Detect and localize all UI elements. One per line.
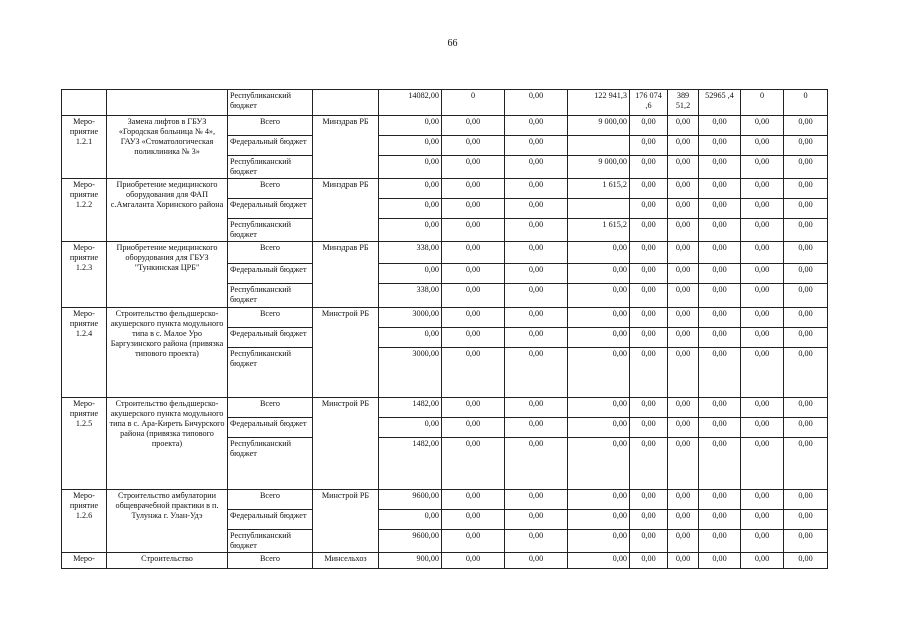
- value-cell: 0,00: [668, 116, 699, 136]
- value-cell: 0,00: [741, 219, 784, 242]
- value-cell: 0,00: [568, 438, 630, 490]
- value-cell: 0,00: [505, 553, 568, 569]
- funding-source-cell: Республиканский бюджет: [228, 348, 313, 398]
- value-cell: 0,00: [784, 328, 828, 348]
- value-cell: 0,00: [568, 418, 630, 438]
- value-cell: 0,00: [668, 136, 699, 156]
- value-cell: 0,00: [630, 264, 668, 284]
- responsible-org: Минсельхоз: [313, 553, 379, 569]
- value-cell: 0,00: [630, 136, 668, 156]
- value-cell: 0,00: [442, 348, 505, 398]
- value-cell: 0,00: [741, 264, 784, 284]
- value-cell: 0,00: [442, 328, 505, 348]
- value-cell: 0,00: [668, 219, 699, 242]
- value-cell: 3000,00: [379, 308, 442, 328]
- value-cell: 0,00: [442, 179, 505, 199]
- value-cell: 0,00: [568, 510, 630, 530]
- value-cell: 0,00: [784, 398, 828, 418]
- value-cell: 0,00: [741, 179, 784, 199]
- value-cell: 0,00: [784, 530, 828, 553]
- value-cell: 0,00: [379, 136, 442, 156]
- value-cell: 0,00: [630, 219, 668, 242]
- funding-source-cell: Республиканский бюджет: [228, 90, 313, 116]
- value-cell: 900,00: [379, 553, 442, 569]
- value-cell: 9600,00: [379, 490, 442, 510]
- value-cell: 0,00: [784, 438, 828, 490]
- value-cell: 0,00: [699, 438, 741, 490]
- value-cell: 0,00: [741, 242, 784, 264]
- measure-name: Замена лифтов в ГБУЗ «Городская больница № 4», ГАУЗ «Стоматологическая поликлиника № 3»: [107, 116, 228, 179]
- value-cell: 0,00: [741, 530, 784, 553]
- value-cell: 0,00: [784, 490, 828, 510]
- value-cell: 0,00: [442, 308, 505, 328]
- value-cell: 0,00: [630, 418, 668, 438]
- value-cell: 0,00: [505, 199, 568, 219]
- value-cell: 0,00: [568, 348, 630, 398]
- value-cell: 0,00: [442, 136, 505, 156]
- value-cell: 0,00: [505, 490, 568, 510]
- value-cell: 0,00: [630, 348, 668, 398]
- value-cell: 0,00: [630, 156, 668, 179]
- funding-source-cell: Республиканский бюджет: [228, 284, 313, 308]
- funding-source-cell: Всего: [228, 398, 313, 418]
- value-cell: 0,00: [784, 199, 828, 219]
- value-cell: 0,00: [568, 530, 630, 553]
- value-cell: 0,00: [784, 553, 828, 569]
- responsible-org: Минздрав РБ: [313, 179, 379, 242]
- value-cell: 0,00: [505, 284, 568, 308]
- value-cell: 0,00: [379, 418, 442, 438]
- funding-source-cell: Республиканский бюджет: [228, 530, 313, 553]
- value-cell: 0,00: [699, 136, 741, 156]
- measure-label: Меро-приятие 1.2.5: [62, 398, 107, 490]
- value-cell: 0,00: [741, 328, 784, 348]
- value-cell: 0,00: [699, 199, 741, 219]
- empty-cell: [313, 90, 379, 116]
- value-cell: 0,00: [568, 553, 630, 569]
- value-cell: 0,00: [630, 116, 668, 136]
- funding-source-cell: Всего: [228, 116, 313, 136]
- value-cell: 0,00: [630, 179, 668, 199]
- value-cell: 0,00: [568, 398, 630, 418]
- value-cell: 0,00: [741, 348, 784, 398]
- value-cell: 0,00: [630, 553, 668, 569]
- value-cell: 0,00: [505, 219, 568, 242]
- value-cell: 0,00: [630, 490, 668, 510]
- value-cell: 0,00: [741, 136, 784, 156]
- value-cell: 0,00: [699, 418, 741, 438]
- measure-label: Меро-приятие 1.2.1: [62, 116, 107, 179]
- value-cell: 338,00: [379, 284, 442, 308]
- funding-source-cell: Всего: [228, 490, 313, 510]
- value-cell: 0,00: [668, 179, 699, 199]
- value-cell: [568, 136, 630, 156]
- value-cell: 0,00: [379, 179, 442, 199]
- value-cell: 0,00: [699, 242, 741, 264]
- value-cell: 0,00: [505, 510, 568, 530]
- value-cell: 176 074 ,6: [630, 90, 668, 116]
- value-cell: 0: [741, 90, 784, 116]
- value-cell: 0,00: [379, 219, 442, 242]
- value-cell: 0,00: [784, 156, 828, 179]
- measure-label: Меро-приятие 1.2.6: [62, 490, 107, 553]
- value-cell: 0,00: [630, 438, 668, 490]
- funding-source-cell: Республиканский бюджет: [228, 156, 313, 179]
- value-cell: 0,00: [741, 438, 784, 490]
- funding-source-cell: Федеральный бюджет: [228, 264, 313, 284]
- table-row: [62, 90, 828, 116]
- value-cell: 0,00: [699, 308, 741, 328]
- funding-source-cell: Федеральный бюджет: [228, 199, 313, 219]
- value-cell: 0,00: [668, 398, 699, 418]
- funding-source-cell: Федеральный бюджет: [228, 136, 313, 156]
- value-cell: 0,00: [505, 438, 568, 490]
- table-body: [62, 90, 828, 569]
- value-cell: 0,00: [668, 490, 699, 510]
- value-cell: 0,00: [442, 490, 505, 510]
- value-cell: 0,00: [630, 328, 668, 348]
- value-cell: 0,00: [568, 308, 630, 328]
- value-cell: 0,00: [784, 284, 828, 308]
- value-cell: [568, 199, 630, 219]
- value-cell: 0,00: [568, 490, 630, 510]
- value-cell: 0,00: [442, 264, 505, 284]
- value-cell: 0,00: [741, 116, 784, 136]
- measure-name: Приобретение медицинского оборудования для ФАП с.Амгаланта Хоринского района: [107, 179, 228, 242]
- value-cell: 0,00: [442, 116, 505, 136]
- funding-source-cell: Всего: [228, 308, 313, 328]
- value-cell: 1482,00: [379, 438, 442, 490]
- table-row: [62, 242, 828, 264]
- value-cell: 0,00: [568, 264, 630, 284]
- value-cell: 0,00: [505, 328, 568, 348]
- funding-table: [61, 89, 828, 569]
- value-cell: 0,00: [741, 418, 784, 438]
- value-cell: 1482,00: [379, 398, 442, 418]
- value-cell: 0,00: [442, 510, 505, 530]
- value-cell: 0,00: [505, 308, 568, 328]
- value-cell: 0,00: [630, 308, 668, 328]
- value-cell: 0,00: [505, 398, 568, 418]
- value-cell: 0,00: [784, 418, 828, 438]
- value-cell: 0,00: [668, 348, 699, 398]
- value-cell: 0,00: [379, 264, 442, 284]
- value-cell: 0,00: [568, 328, 630, 348]
- responsible-org: Минстрой РБ: [313, 308, 379, 398]
- value-cell: 0,00: [784, 308, 828, 328]
- value-cell: 0,00: [699, 328, 741, 348]
- table-row: [62, 398, 828, 418]
- value-cell: 0,00: [505, 348, 568, 398]
- value-cell: 0,00: [668, 418, 699, 438]
- value-cell: 0,00: [668, 328, 699, 348]
- funding-source-cell: Федеральный бюджет: [228, 510, 313, 530]
- value-cell: 0,00: [505, 156, 568, 179]
- value-cell: 0,00: [442, 418, 505, 438]
- value-cell: 0,00: [668, 530, 699, 553]
- measure-label: Меро-приятие 1.2.3: [62, 242, 107, 308]
- value-cell: 0,00: [630, 398, 668, 418]
- value-cell: 1 615,2: [568, 219, 630, 242]
- value-cell: 0,00: [630, 284, 668, 308]
- value-cell: 122 941,3: [568, 90, 630, 116]
- value-cell: 0,00: [505, 179, 568, 199]
- value-cell: 0,00: [505, 264, 568, 284]
- value-cell: 0,00: [741, 553, 784, 569]
- value-cell: 0,00: [784, 264, 828, 284]
- measure-name: Строительство фельдшерско-акушерского пункта модульного типа в с. Ара-Киреть Бичурского района (привязка типового проекта): [107, 398, 228, 490]
- table-row: [62, 553, 828, 569]
- value-cell: 0,00: [505, 418, 568, 438]
- responsible-org: Минздрав РБ: [313, 242, 379, 308]
- value-cell: 0,00: [784, 242, 828, 264]
- value-cell: 0,00: [699, 553, 741, 569]
- value-cell: 0,00: [379, 199, 442, 219]
- empty-cell: [107, 90, 228, 116]
- value-cell: 0,00: [505, 116, 568, 136]
- empty-cell: [62, 90, 107, 116]
- value-cell: 9 000,00: [568, 156, 630, 179]
- value-cell: 9 000,00: [568, 116, 630, 136]
- value-cell: 0,00: [668, 264, 699, 284]
- funding-source-cell: Всего: [228, 179, 313, 199]
- value-cell: 0: [784, 90, 828, 116]
- value-cell: 0,00: [568, 242, 630, 264]
- value-cell: 0,00: [668, 510, 699, 530]
- value-cell: 0,00: [699, 219, 741, 242]
- value-cell: 0,00: [699, 116, 741, 136]
- value-cell: 0,00: [442, 438, 505, 490]
- value-cell: 0,00: [505, 530, 568, 553]
- value-cell: 0,00: [699, 510, 741, 530]
- value-cell: 0,00: [699, 398, 741, 418]
- value-cell: 52965 ,4: [699, 90, 741, 116]
- value-cell: 338,00: [379, 242, 442, 264]
- value-cell: 0,00: [668, 308, 699, 328]
- measure-name: Строительство фельдшерско-акушерского пункта модульного типа в с. Малое Уро Баргузинского района (привязка типового проекта): [107, 308, 228, 398]
- value-cell: 0,00: [741, 199, 784, 219]
- value-cell: 0,00: [442, 530, 505, 553]
- value-cell: 0,00: [630, 530, 668, 553]
- value-cell: 0,00: [442, 398, 505, 418]
- value-cell: 0,00: [784, 510, 828, 530]
- value-cell: 0: [442, 90, 505, 116]
- value-cell: 0,00: [668, 156, 699, 179]
- measure-name: Строительство: [107, 553, 228, 569]
- value-cell: 0,00: [379, 156, 442, 179]
- value-cell: 0,00: [741, 156, 784, 179]
- value-cell: 0,00: [630, 199, 668, 219]
- value-cell: 0,00: [668, 242, 699, 264]
- value-cell: 0,00: [741, 490, 784, 510]
- value-cell: 0,00: [668, 199, 699, 219]
- funding-source-cell: Всего: [228, 553, 313, 569]
- value-cell: 0,00: [668, 553, 699, 569]
- funding-source-cell: Республиканский бюджет: [228, 438, 313, 490]
- value-cell: 0,00: [784, 179, 828, 199]
- measure-name: Строительство амбулатории общеврачебной практики в п. Тулунжа г. Улан-Удэ: [107, 490, 228, 553]
- page-number: 66: [447, 38, 458, 49]
- value-cell: 0,00: [442, 242, 505, 264]
- value-cell: 0,00: [784, 219, 828, 242]
- measure-label: Меро-: [62, 553, 107, 569]
- value-cell: 0,00: [699, 179, 741, 199]
- table-row: [62, 116, 828, 136]
- value-cell: 1 615,2: [568, 179, 630, 199]
- responsible-org: Минздрав РБ: [313, 116, 379, 179]
- value-cell: 0,00: [741, 398, 784, 418]
- measure-name: Приобретение медицинского оборудования для ГБУЗ "Тункинская ЦРБ": [107, 242, 228, 308]
- value-cell: 0,00: [699, 284, 741, 308]
- value-cell: 0,00: [699, 490, 741, 510]
- value-cell: 0,00: [379, 510, 442, 530]
- value-cell: 0,00: [379, 116, 442, 136]
- value-cell: 0,00: [784, 116, 828, 136]
- value-cell: 0,00: [741, 510, 784, 530]
- measure-label: Меро-приятие 1.2.2: [62, 179, 107, 242]
- value-cell: 0,00: [699, 348, 741, 398]
- value-cell: 0,00: [505, 136, 568, 156]
- measure-label: Меро-приятие 1.2.4: [62, 308, 107, 398]
- funding-source-cell: Республиканский бюджет: [228, 219, 313, 242]
- funding-source-cell: Федеральный бюджет: [228, 418, 313, 438]
- value-cell: 9600,00: [379, 530, 442, 553]
- value-cell: 0,00: [442, 156, 505, 179]
- value-cell: 0,00: [630, 510, 668, 530]
- value-cell: 389 51,2: [668, 90, 699, 116]
- value-cell: 0,00: [741, 284, 784, 308]
- table-row: [62, 179, 828, 199]
- table-row: [62, 490, 828, 510]
- table-row: [62, 308, 828, 328]
- value-cell: 0,00: [505, 242, 568, 264]
- value-cell: 0,00: [668, 438, 699, 490]
- value-cell: 0,00: [630, 242, 668, 264]
- value-cell: 0,00: [699, 156, 741, 179]
- value-cell: 3000,00: [379, 348, 442, 398]
- value-cell: 0,00: [379, 328, 442, 348]
- value-cell: 14082,00: [379, 90, 442, 116]
- funding-source-cell: Федеральный бюджет: [228, 328, 313, 348]
- value-cell: 0,00: [784, 136, 828, 156]
- responsible-org: Минстрой РБ: [313, 490, 379, 553]
- value-cell: 0,00: [442, 199, 505, 219]
- funding-source-cell: Всего: [228, 242, 313, 264]
- value-cell: 0,00: [668, 284, 699, 308]
- value-cell: 0,00: [442, 553, 505, 569]
- value-cell: 0,00: [699, 530, 741, 553]
- value-cell: 0,00: [505, 90, 568, 116]
- responsible-org: Минстрой РБ: [313, 398, 379, 490]
- value-cell: 0,00: [442, 219, 505, 242]
- value-cell: 0,00: [568, 284, 630, 308]
- value-cell: 0,00: [741, 308, 784, 328]
- value-cell: 0,00: [699, 264, 741, 284]
- value-cell: 0,00: [784, 348, 828, 398]
- value-cell: 0,00: [442, 284, 505, 308]
